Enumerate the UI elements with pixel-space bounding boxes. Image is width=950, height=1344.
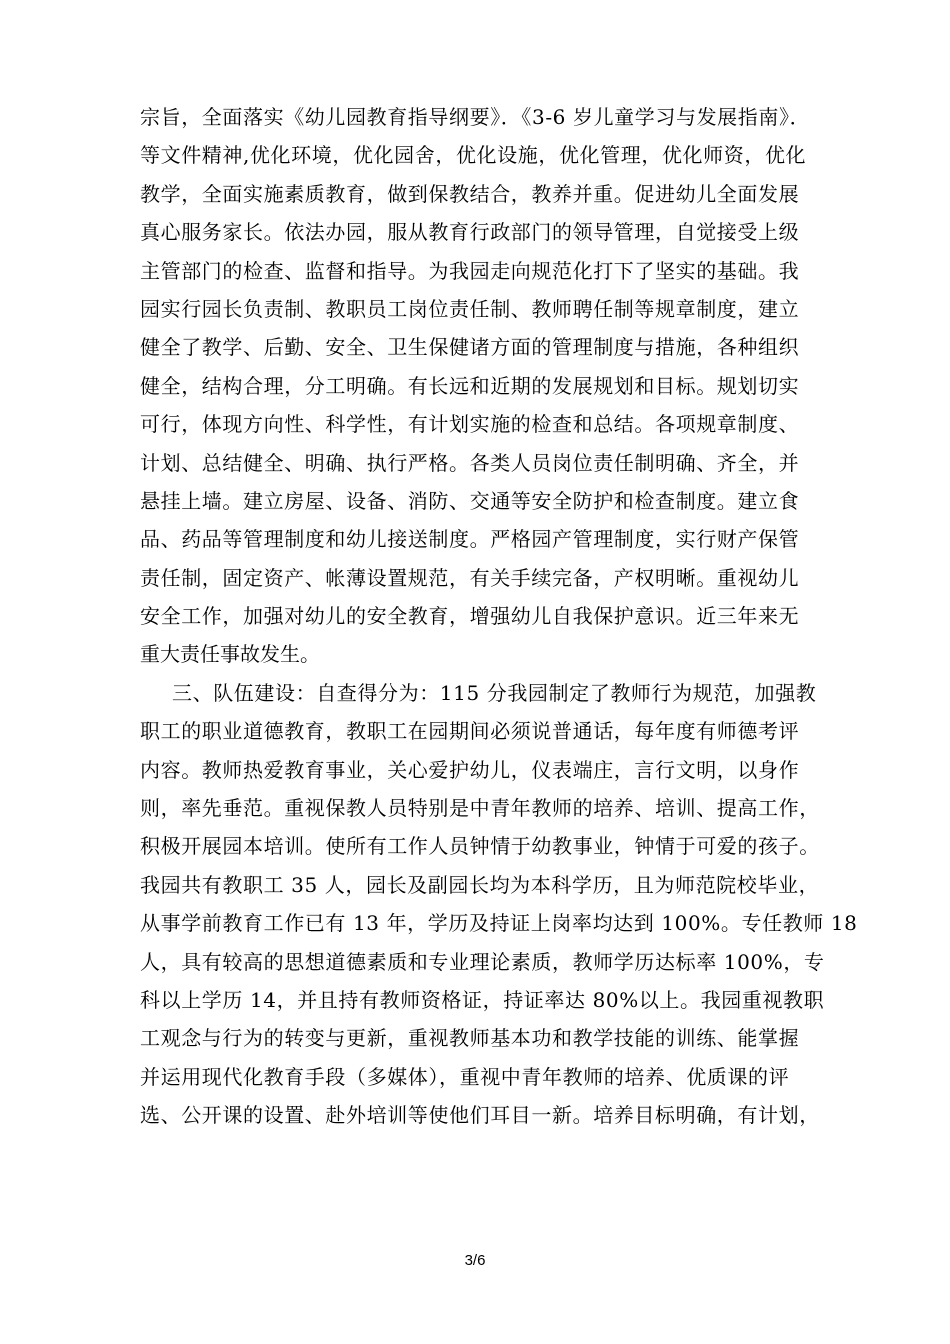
text-line: 真心服务家长。依法办园，服从教育行政部门的领导管理，自觉接受上级 (140, 220, 800, 245)
text-line: 选、公开课的设置、赴外培训等使他们耳目一新。培养目标明确，有计划， (140, 1103, 820, 1128)
text-line: 主管部门的检查、监督和指导。为我园走向规范化打下了坚实的基础。我 (140, 258, 800, 283)
text-line: 健全，结构合理，分工明确。有长远和近期的发展规划和目标。规划切实 (140, 373, 800, 398)
text-line: 并运用现代化教育手段（多媒体），重视中青年教师的培养、优质课的评 (140, 1064, 790, 1089)
text-line: 悬挂上墙。建立房屋、设备、消防、交通等安全防护和检查制度。建立食 (140, 488, 800, 513)
text-line: 责任制，固定资产、帐薄设置规范，有关手续完备，产权明晰。重视幼儿 (140, 565, 800, 590)
text-line: 等文件精神,优化环境，优化园舍，优化设施，优化管理，优化师资，优化 (140, 143, 807, 168)
text-line: 我园共有教职工 35 人，园长及副园长均为本科学历，且为师范院校毕业， (140, 872, 820, 897)
section-heading-line: 三、队伍建设：自查得分为：115 分我园制定了教师行为规范，加强教 (172, 680, 817, 705)
text-line: 科以上学历 14，并且持有教师资格证，持证率达 80%以上。我园重视教职 (140, 987, 825, 1012)
text-line: 品、药品等管理制度和幼儿接送制度。严格园产管理制度，实行财产保管 (140, 527, 800, 552)
text-line: 教学，全面实施素质教育，做到保教结合，教养并重。促进幼儿全面发展 (140, 181, 800, 206)
text-line: 重大责任事故发生。 (140, 642, 320, 667)
text-line: 人，具有较高的思想道德素质和专业理论素质，教师学历达标率 100%，专 (140, 949, 825, 974)
text-line: 积极开展园本培训。使所有工作人员钟情于幼教事业，钟情于可爱的孩子。 (140, 834, 820, 859)
text-line: 从事学前教育工作已有 13 年，学历及持证上岗率均达到 100%。专任教师 18 (140, 911, 858, 936)
text-line: 内容。教师热爱教育事业，关心爱护幼儿，仪表端庄，言行文明，以身作 (140, 757, 800, 782)
text-line: 计划、总结健全、明确、执行严格。各类人员岗位责任制明确、齐全，并 (140, 450, 800, 475)
text-line: 宗旨，全面落实《幼儿园教育指导纲要》．《3-6 岁儿童学习与发展指南》． (140, 105, 811, 129)
text-line: 园实行园长负责制、教职员工岗位责任制、教师聘任制等规章制度，建立 (140, 296, 800, 321)
text-line: 职工的职业道德教育，教职工在园期间必须说普通话，每年度有师德考评 (140, 719, 800, 744)
text-line: 工观念与行为的转变与更新，重视教师基本功和教学技能的训练、能掌握 (140, 1026, 800, 1051)
text-line: 则，率先垂范。重视保教人员特别是中青年教师的培养、培训、提高工作， (140, 796, 820, 821)
page-number: 3/6 (464, 1252, 486, 1269)
body-text (140, 98, 880, 1135)
text-line: 健全了教学、后勤、安全、卫生保健诸方面的管理制度与措施，各种组织 (140, 335, 800, 360)
text-line: 可行，体现方向性、科学性，有计划实施的检查和总结。各项规章制度、 (140, 412, 800, 437)
text-line: 安全工作，加强对幼儿的安全教育，增强幼儿自我保护意识。近三年来无 (140, 604, 800, 629)
